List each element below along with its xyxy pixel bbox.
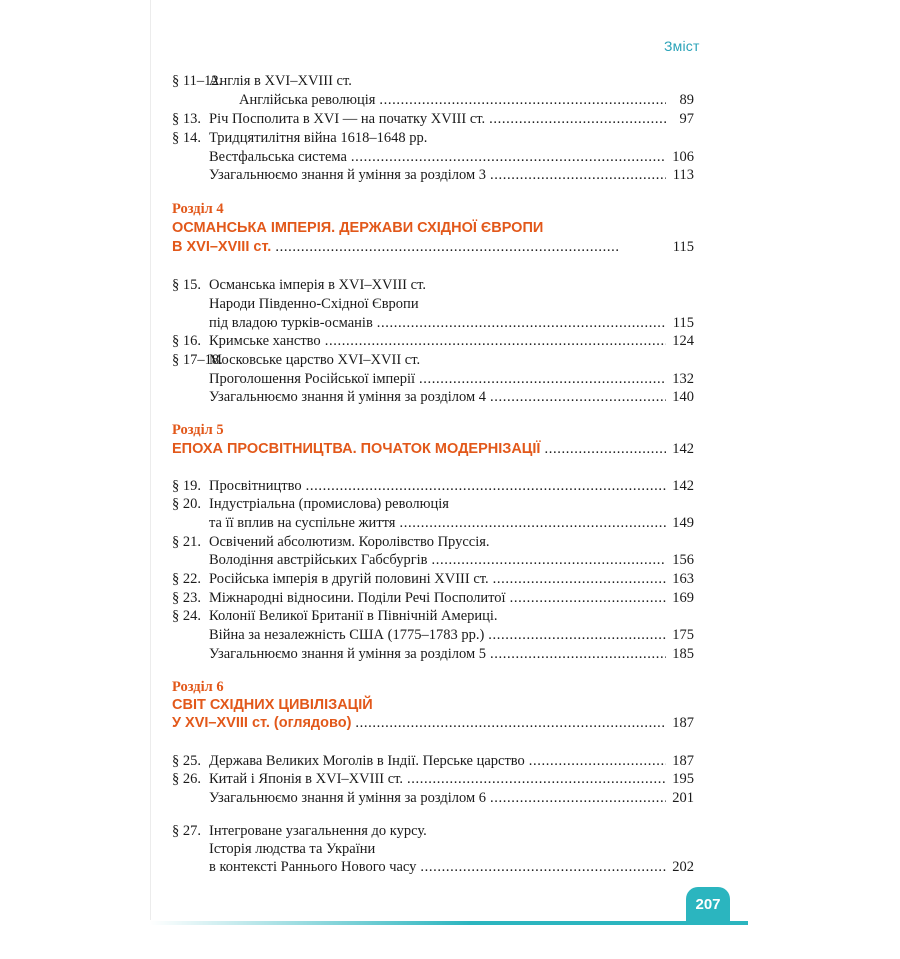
- entry-page: 97: [679, 111, 694, 127]
- entry-number: § 13.: [172, 111, 201, 127]
- toc-entry: [209, 626, 694, 645]
- dot-leader: [490, 645, 666, 664]
- entry-title: Проголошення Російської імперії: [209, 371, 416, 387]
- section-title: В XVI–XVIII ст.: [172, 239, 272, 255]
- entry-title: Війна за незалежність США (1775–1783 рр.): [209, 627, 485, 643]
- dot-leader: [432, 551, 666, 570]
- toc-entry: [172, 351, 694, 370]
- entry-number: § 20.: [172, 496, 201, 512]
- section-title-line: [172, 440, 694, 459]
- section-label: Розділ 5: [172, 422, 224, 438]
- entry-number: § 23.: [172, 590, 201, 606]
- section-title: У XVI–XVIII ст. (оглядово): [172, 715, 352, 731]
- toc-entry: [172, 495, 694, 514]
- dot-leader: [379, 91, 666, 110]
- entry-number: § 21.: [172, 534, 201, 550]
- entry-number: § 15.: [172, 277, 201, 293]
- entry-title: Міжнародні відносини. Поділи Речі Посполитої: [209, 590, 506, 606]
- entry-page: 149: [672, 515, 694, 531]
- entry-title: Узагальнюємо знання й уміння за розділом 3: [209, 167, 487, 183]
- dot-leader: [490, 166, 666, 185]
- toc-entry: [209, 645, 694, 664]
- entry-page: 115: [672, 315, 694, 331]
- section-page: 187: [672, 715, 694, 731]
- dot-leader: [306, 477, 666, 496]
- entry-title: Інтегроване узагальнення до курсу.: [209, 823, 427, 839]
- dot-leader: [377, 314, 666, 333]
- entry-title: Народи Південно-Східної Європи: [209, 296, 419, 312]
- toc-entry: [172, 72, 694, 91]
- toc-entry: [209, 166, 694, 185]
- toc-entry: [172, 752, 694, 771]
- entry-number: § 11–12.: [172, 73, 223, 89]
- entry-title: Османська імперія в XVI–XVIII ст.: [209, 277, 426, 293]
- entry-title: Просвітництво: [209, 478, 302, 494]
- section-title-line: [172, 238, 694, 257]
- entry-page: 106: [672, 149, 694, 165]
- entry-number: § 24.: [172, 608, 201, 624]
- toc-entry: [209, 789, 694, 808]
- entry-title: Московське царство XVI–XVII ст.: [209, 352, 421, 368]
- entry-title: Володіння австрійських Габсбургів: [209, 552, 428, 568]
- section-label: Розділ 4: [172, 201, 224, 217]
- entry-page: 124: [672, 333, 694, 349]
- entry-title: та її вплив на суспільне життя: [209, 515, 396, 531]
- entry-page: 195: [672, 771, 694, 787]
- toc-entry: [172, 533, 694, 552]
- footer-rule-fade: [150, 921, 470, 925]
- dot-leader: [420, 858, 666, 877]
- entry-title: Англійська революція: [239, 92, 376, 108]
- dot-leader: [510, 589, 666, 608]
- dot-leader: [488, 626, 666, 645]
- section-title: СВІТ СХІДНИХ ЦИВІЛІЗАЦІЙ: [172, 697, 373, 713]
- toc-entry: [172, 477, 694, 496]
- entry-title: Індустріальна (промислова) революція: [209, 496, 449, 512]
- entry-title: в контексті Раннього Нового часу: [209, 859, 417, 875]
- entry-page: 140: [672, 389, 694, 405]
- dot-leader: [490, 388, 666, 407]
- toc-entry: [172, 332, 694, 351]
- entry-number: § 27.: [172, 823, 201, 839]
- toc-entry: [209, 295, 694, 314]
- toc-entry: [209, 858, 694, 877]
- entry-title: Освічений абсолютизм. Королівство Пруссія.: [209, 534, 490, 550]
- toc-entry: [209, 314, 694, 333]
- dot-leader: [419, 370, 666, 389]
- entry-title: Колонії Великої Британії в Північній Америці.: [209, 608, 498, 624]
- toc-entry: [172, 822, 694, 841]
- entry-number: § 17–18.: [172, 352, 223, 368]
- toc-entry: [209, 840, 694, 859]
- toc-entry: [172, 110, 694, 129]
- entry-number: § 26.: [172, 771, 201, 787]
- section-title: ОСМАНСЬКА ІМПЕРІЯ. ДЕРЖАВИ СХІДНОЇ ЄВРОПИ: [172, 220, 544, 236]
- entry-page: 187: [672, 753, 694, 769]
- entry-title: Тридцятилітня війна 1618–1648 рр.: [209, 130, 428, 146]
- toc-entry: [209, 514, 694, 533]
- entry-title: Російська імперія в другій половині XVIII ст.: [209, 571, 489, 587]
- toc-entry: [172, 607, 694, 626]
- entry-page: 163: [672, 571, 694, 587]
- entry-title: Узагальнюємо знання й уміння за розділом 5: [209, 646, 487, 662]
- entry-number: § 14.: [172, 130, 201, 146]
- entry-number: § 22.: [172, 571, 201, 587]
- dot-leader: [355, 714, 666, 733]
- entry-page: 89: [679, 92, 694, 108]
- entry-title: Узагальнюємо знання й уміння за розділом 4: [209, 389, 487, 405]
- toc-entry: [239, 91, 694, 110]
- page-number-badge: 207: [686, 887, 730, 921]
- section-page: 142: [672, 441, 694, 457]
- page-header-title: Зміст: [664, 38, 700, 54]
- dot-leader: [325, 332, 666, 351]
- dot-leader: [529, 752, 666, 771]
- entry-page: 201: [672, 790, 694, 806]
- dot-leader: [399, 514, 666, 533]
- entry-title: Китай і Японія в XVI–XVIII ст.: [209, 771, 404, 787]
- entry-title: Річ Посполита в XVI — на початку XVIII ст.: [209, 111, 486, 127]
- section-title: ЕПОХА ПРОСВІТНИЦТВА. ПОЧАТОК МОДЕРНІЗАЦІЇ: [172, 441, 541, 457]
- entry-title: Кримське ханство: [209, 333, 321, 349]
- toc-entry: [209, 148, 694, 167]
- dot-leader: [351, 148, 666, 167]
- section-title-line: [172, 714, 694, 733]
- dot-leader: [407, 770, 666, 789]
- toc-entry: [172, 276, 694, 295]
- entry-page: 202: [672, 859, 694, 875]
- entry-page: 185: [672, 646, 694, 662]
- toc-entry: [172, 129, 694, 148]
- entry-page: 156: [672, 552, 694, 568]
- entry-title: Вестфальська система: [209, 149, 347, 165]
- dot-leader: [275, 238, 666, 257]
- entry-page: 175: [672, 627, 694, 643]
- dot-leader: [544, 440, 666, 459]
- section-page: 115: [672, 239, 694, 255]
- entry-page: 113: [672, 167, 694, 183]
- entry-title: Історія людства та України: [209, 841, 376, 857]
- entry-number: § 25.: [172, 753, 201, 769]
- entry-title: під владою турків-османів: [209, 315, 373, 331]
- entry-title: Узагальнюємо знання й уміння за розділом 6: [209, 790, 487, 806]
- toc-entry: [209, 370, 694, 389]
- toc-entry: [172, 570, 694, 589]
- toc-entry: [209, 551, 694, 570]
- toc-entry: [209, 388, 694, 407]
- entry-number: § 19.: [172, 478, 201, 494]
- entry-number: § 16.: [172, 333, 201, 349]
- section-label: Розділ 6: [172, 679, 224, 695]
- toc-entry: [172, 770, 694, 789]
- dot-leader: [493, 570, 666, 589]
- entry-page: 132: [672, 371, 694, 387]
- toc-entry: [172, 589, 694, 608]
- dot-leader: [489, 110, 666, 129]
- entry-page: 169: [672, 590, 694, 606]
- entry-title: Англія в XVI–XVIII ст.: [209, 73, 352, 89]
- entry-page: 142: [672, 478, 694, 494]
- entry-title: Держава Великих Моголів в Індії. Перське царство: [209, 753, 525, 769]
- dot-leader: [490, 789, 666, 808]
